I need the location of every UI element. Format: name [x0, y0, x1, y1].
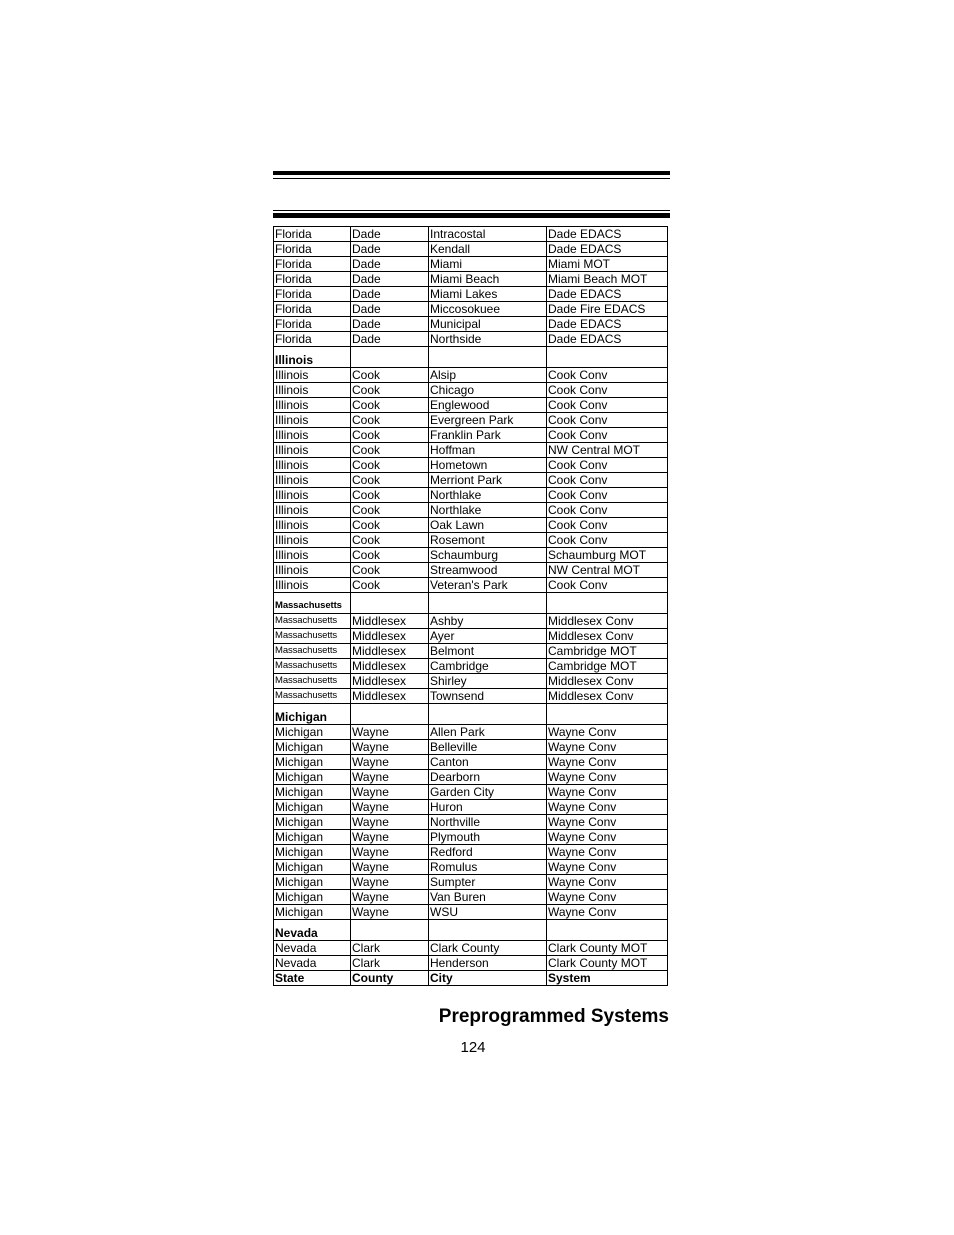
county-cell: Wayne: [351, 725, 429, 740]
table-row: [274, 725, 668, 740]
table-row: [274, 815, 668, 830]
column-header: State: [274, 971, 351, 986]
county-cell: Cook: [351, 563, 429, 578]
state-heading: Massachusetts: [274, 593, 351, 614]
table-row: [274, 548, 668, 563]
county-cell: Dade: [351, 317, 429, 332]
state-section-heading: [274, 920, 668, 941]
county-cell: Dade: [351, 257, 429, 272]
state-cell: Nevada: [274, 956, 351, 971]
system-cell: Cook Conv: [547, 368, 668, 383]
city-cell: Miami Lakes: [429, 287, 547, 302]
county-cell: Middlesex: [351, 614, 429, 629]
empty-cell: [351, 920, 429, 941]
county-cell: Wayne: [351, 785, 429, 800]
table-row: [274, 332, 668, 347]
state-cell: Florida: [274, 257, 351, 272]
table-row: [274, 830, 668, 845]
table-row: [274, 458, 668, 473]
system-cell: Cambridge MOT: [547, 659, 668, 674]
county-cell: Clark: [351, 941, 429, 956]
state-cell: Massachusetts: [274, 644, 351, 659]
county-cell: Cook: [351, 578, 429, 593]
city-cell: Van Buren: [429, 890, 547, 905]
state-cell: Florida: [274, 272, 351, 287]
county-cell: Wayne: [351, 890, 429, 905]
system-cell: Wayne Conv: [547, 860, 668, 875]
city-cell: Chicago: [429, 383, 547, 398]
table-row: [274, 383, 668, 398]
page-title: Preprogrammed Systems: [438, 1006, 669, 1027]
city-cell: Garden City: [429, 785, 547, 800]
city-cell: Dearborn: [429, 770, 547, 785]
state-cell: Florida: [274, 317, 351, 332]
table-row: [274, 503, 668, 518]
empty-cell: [351, 704, 429, 725]
system-cell: Clark County MOT: [547, 956, 668, 971]
system-cell: Schaumburg MOT: [547, 548, 668, 563]
county-cell: Wayne: [351, 860, 429, 875]
system-cell: Cook Conv: [547, 383, 668, 398]
empty-cell: [547, 593, 668, 614]
city-cell: Merriont Park: [429, 473, 547, 488]
system-cell: Wayne Conv: [547, 890, 668, 905]
table-row: [274, 860, 668, 875]
system-cell: Dade EDACS: [547, 332, 668, 347]
state-cell: Michigan: [274, 725, 351, 740]
system-cell: Cook Conv: [547, 458, 668, 473]
city-cell: Schaumburg: [429, 548, 547, 563]
table-row: [274, 614, 668, 629]
city-cell: Clark County: [429, 941, 547, 956]
table-row: [274, 845, 668, 860]
system-cell: Cambridge MOT: [547, 644, 668, 659]
city-cell: Huron: [429, 800, 547, 815]
empty-cell: [547, 347, 668, 368]
county-cell: Middlesex: [351, 644, 429, 659]
table-row: [274, 428, 668, 443]
state-cell: Illinois: [274, 473, 351, 488]
state-cell: Illinois: [274, 518, 351, 533]
state-cell: Michigan: [274, 905, 351, 920]
county-cell: Middlesex: [351, 629, 429, 644]
state-cell: Illinois: [274, 398, 351, 413]
city-cell: Ashby: [429, 614, 547, 629]
table-row: [274, 287, 668, 302]
system-cell: Wayne Conv: [547, 905, 668, 920]
city-cell: Northside: [429, 332, 547, 347]
table-row: [274, 890, 668, 905]
city-cell: Townsend: [429, 689, 547, 704]
system-cell: Middlesex Conv: [547, 689, 668, 704]
system-cell: NW Central MOT: [547, 563, 668, 578]
table-row: [274, 317, 668, 332]
city-cell: Miami: [429, 257, 547, 272]
county-cell: Dade: [351, 287, 429, 302]
system-cell: Wayne Conv: [547, 755, 668, 770]
system-cell: Miami Beach MOT: [547, 272, 668, 287]
system-cell: Cook Conv: [547, 488, 668, 503]
city-cell: Rosemont: [429, 533, 547, 548]
county-cell: Cook: [351, 518, 429, 533]
state-cell: Massachusetts: [274, 689, 351, 704]
county-cell: Cook: [351, 548, 429, 563]
system-cell: Dade EDACS: [547, 287, 668, 302]
column-header: City: [429, 971, 547, 986]
table-row: [274, 956, 668, 971]
table-row: [274, 674, 668, 689]
table-row: [274, 563, 668, 578]
county-cell: Dade: [351, 272, 429, 287]
state-cell: Illinois: [274, 578, 351, 593]
table-row: [274, 413, 668, 428]
state-cell: Michigan: [274, 875, 351, 890]
table-row: [274, 533, 668, 548]
city-cell: Englewood: [429, 398, 547, 413]
header-rule-thin: [273, 210, 670, 211]
top-rule-thick: [273, 171, 670, 175]
table-row: [274, 689, 668, 704]
state-cell: Illinois: [274, 383, 351, 398]
city-cell: Belmont: [429, 644, 547, 659]
county-cell: Wayne: [351, 755, 429, 770]
table-row: [274, 368, 668, 383]
county-cell: Wayne: [351, 830, 429, 845]
table-row: [274, 488, 668, 503]
city-cell: Northville: [429, 815, 547, 830]
state-cell: Illinois: [274, 488, 351, 503]
city-cell: Veteran's Park: [429, 578, 547, 593]
county-cell: Wayne: [351, 800, 429, 815]
city-cell: Romulus: [429, 860, 547, 875]
system-cell: Wayne Conv: [547, 785, 668, 800]
table-header-row: [274, 971, 668, 986]
county-cell: Middlesex: [351, 674, 429, 689]
system-cell: Wayne Conv: [547, 740, 668, 755]
empty-cell: [351, 347, 429, 368]
city-cell: Intracostal: [429, 227, 547, 242]
county-cell: Cook: [351, 458, 429, 473]
page-number: 124: [460, 1039, 486, 1056]
state-cell: Illinois: [274, 413, 351, 428]
column-header: System: [547, 971, 668, 986]
table-row: [274, 443, 668, 458]
county-cell: Cook: [351, 488, 429, 503]
system-cell: Cook Conv: [547, 413, 668, 428]
state-cell: Illinois: [274, 548, 351, 563]
state-heading: Michigan: [274, 704, 351, 725]
state-cell: Massachusetts: [274, 614, 351, 629]
system-cell: Wayne Conv: [547, 830, 668, 845]
city-cell: Redford: [429, 845, 547, 860]
empty-cell: [429, 347, 547, 368]
system-cell: Wayne Conv: [547, 725, 668, 740]
county-cell: Cook: [351, 533, 429, 548]
city-cell: Ayer: [429, 629, 547, 644]
county-cell: Cook: [351, 443, 429, 458]
state-cell: Illinois: [274, 428, 351, 443]
city-cell: Hometown: [429, 458, 547, 473]
county-cell: Dade: [351, 227, 429, 242]
county-cell: Cook: [351, 398, 429, 413]
system-cell: Middlesex Conv: [547, 629, 668, 644]
system-cell: Middlesex Conv: [547, 614, 668, 629]
state-cell: Florida: [274, 302, 351, 317]
table-row: [274, 242, 668, 257]
table-body: [274, 227, 668, 986]
state-cell: Massachusetts: [274, 674, 351, 689]
state-cell: Florida: [274, 227, 351, 242]
system-cell: Wayne Conv: [547, 875, 668, 890]
table-row: [274, 785, 668, 800]
city-cell: Evergreen Park: [429, 413, 547, 428]
state-cell: Illinois: [274, 368, 351, 383]
county-cell: Cook: [351, 503, 429, 518]
state-cell: Michigan: [274, 800, 351, 815]
table-row: [274, 473, 668, 488]
header-rule-thick: [273, 213, 670, 218]
city-cell: Plymouth: [429, 830, 547, 845]
county-cell: Cook: [351, 428, 429, 443]
system-cell: Cook Conv: [547, 473, 668, 488]
system-cell: NW Central MOT: [547, 443, 668, 458]
county-cell: Middlesex: [351, 659, 429, 674]
state-cell: Florida: [274, 332, 351, 347]
state-cell: Michigan: [274, 860, 351, 875]
city-cell: Shirley: [429, 674, 547, 689]
system-cell: Dade EDACS: [547, 317, 668, 332]
table-row: [274, 518, 668, 533]
city-cell: Cambridge: [429, 659, 547, 674]
city-cell: Franklin Park: [429, 428, 547, 443]
state-cell: Illinois: [274, 458, 351, 473]
city-cell: Northlake: [429, 488, 547, 503]
state-cell: Michigan: [274, 740, 351, 755]
county-cell: Middlesex: [351, 689, 429, 704]
table-row: [274, 227, 668, 242]
city-cell: Alsip: [429, 368, 547, 383]
county-cell: Cook: [351, 383, 429, 398]
table-row: [274, 800, 668, 815]
county-cell: Wayne: [351, 815, 429, 830]
state-cell: Florida: [274, 242, 351, 257]
county-cell: Dade: [351, 332, 429, 347]
city-cell: Miccosokuee: [429, 302, 547, 317]
state-cell: Florida: [274, 287, 351, 302]
city-cell: Henderson: [429, 956, 547, 971]
empty-cell: [429, 920, 547, 941]
table-row: [274, 578, 668, 593]
state-section-heading: [274, 593, 668, 614]
system-cell: Wayne Conv: [547, 770, 668, 785]
system-cell: Middlesex Conv: [547, 674, 668, 689]
preprogrammed-systems-table: [273, 226, 668, 986]
county-cell: Wayne: [351, 770, 429, 785]
state-cell: Michigan: [274, 830, 351, 845]
system-cell: Dade EDACS: [547, 242, 668, 257]
table-row: [274, 740, 668, 755]
table-row: [274, 257, 668, 272]
state-section-heading: [274, 704, 668, 725]
table-row: [274, 941, 668, 956]
system-cell: Cook Conv: [547, 428, 668, 443]
table-row: [274, 770, 668, 785]
city-cell: Canton: [429, 755, 547, 770]
table-row: [274, 644, 668, 659]
county-cell: Wayne: [351, 905, 429, 920]
city-cell: Oak Lawn: [429, 518, 547, 533]
table-row: [274, 629, 668, 644]
empty-cell: [547, 920, 668, 941]
city-cell: Belleville: [429, 740, 547, 755]
city-cell: Streamwood: [429, 563, 547, 578]
empty-cell: [351, 593, 429, 614]
system-cell: Clark County MOT: [547, 941, 668, 956]
county-cell: Cook: [351, 368, 429, 383]
system-cell: Cook Conv: [547, 503, 668, 518]
city-cell: Allen Park: [429, 725, 547, 740]
system-cell: Wayne Conv: [547, 800, 668, 815]
city-cell: Municipal: [429, 317, 547, 332]
empty-cell: [429, 593, 547, 614]
state-cell: Michigan: [274, 845, 351, 860]
state-cell: Michigan: [274, 815, 351, 830]
table-row: [274, 755, 668, 770]
state-cell: Michigan: [274, 785, 351, 800]
city-cell: WSU: [429, 905, 547, 920]
system-cell: Wayne Conv: [547, 845, 668, 860]
system-cell: Cook Conv: [547, 398, 668, 413]
table-row: [274, 302, 668, 317]
empty-cell: [429, 704, 547, 725]
table-row: [274, 398, 668, 413]
system-cell: Cook Conv: [547, 578, 668, 593]
county-cell: Dade: [351, 302, 429, 317]
table-row: [274, 659, 668, 674]
empty-cell: [547, 704, 668, 725]
state-section-heading: [274, 347, 668, 368]
state-cell: Michigan: [274, 890, 351, 905]
state-cell: Illinois: [274, 563, 351, 578]
table-row: [274, 875, 668, 890]
county-cell: Clark: [351, 956, 429, 971]
city-cell: Northlake: [429, 503, 547, 518]
city-cell: Kendall: [429, 242, 547, 257]
column-header: County: [351, 971, 429, 986]
system-cell: Cook Conv: [547, 533, 668, 548]
system-cell: Cook Conv: [547, 518, 668, 533]
system-cell: Dade Fire EDACS: [547, 302, 668, 317]
state-cell: Michigan: [274, 755, 351, 770]
county-cell: Cook: [351, 413, 429, 428]
county-cell: Wayne: [351, 875, 429, 890]
top-rule-thin: [273, 178, 670, 179]
state-heading: Nevada: [274, 920, 351, 941]
city-cell: Sumpter: [429, 875, 547, 890]
state-cell: Nevada: [274, 941, 351, 956]
state-cell: Illinois: [274, 533, 351, 548]
system-cell: Dade EDACS: [547, 227, 668, 242]
table-row: [274, 272, 668, 287]
state-cell: Michigan: [274, 770, 351, 785]
state-cell: Massachusetts: [274, 659, 351, 674]
county-cell: Wayne: [351, 740, 429, 755]
county-cell: Cook: [351, 473, 429, 488]
system-cell: Wayne Conv: [547, 815, 668, 830]
state-cell: Illinois: [274, 503, 351, 518]
state-cell: Illinois: [274, 443, 351, 458]
state-heading: Illinois: [274, 347, 351, 368]
systems-table-container: [273, 226, 667, 986]
state-cell: Massachusetts: [274, 629, 351, 644]
table-row: [274, 905, 668, 920]
county-cell: Wayne: [351, 845, 429, 860]
system-cell: Miami MOT: [547, 257, 668, 272]
city-cell: Hoffman: [429, 443, 547, 458]
city-cell: Miami Beach: [429, 272, 547, 287]
county-cell: Dade: [351, 242, 429, 257]
